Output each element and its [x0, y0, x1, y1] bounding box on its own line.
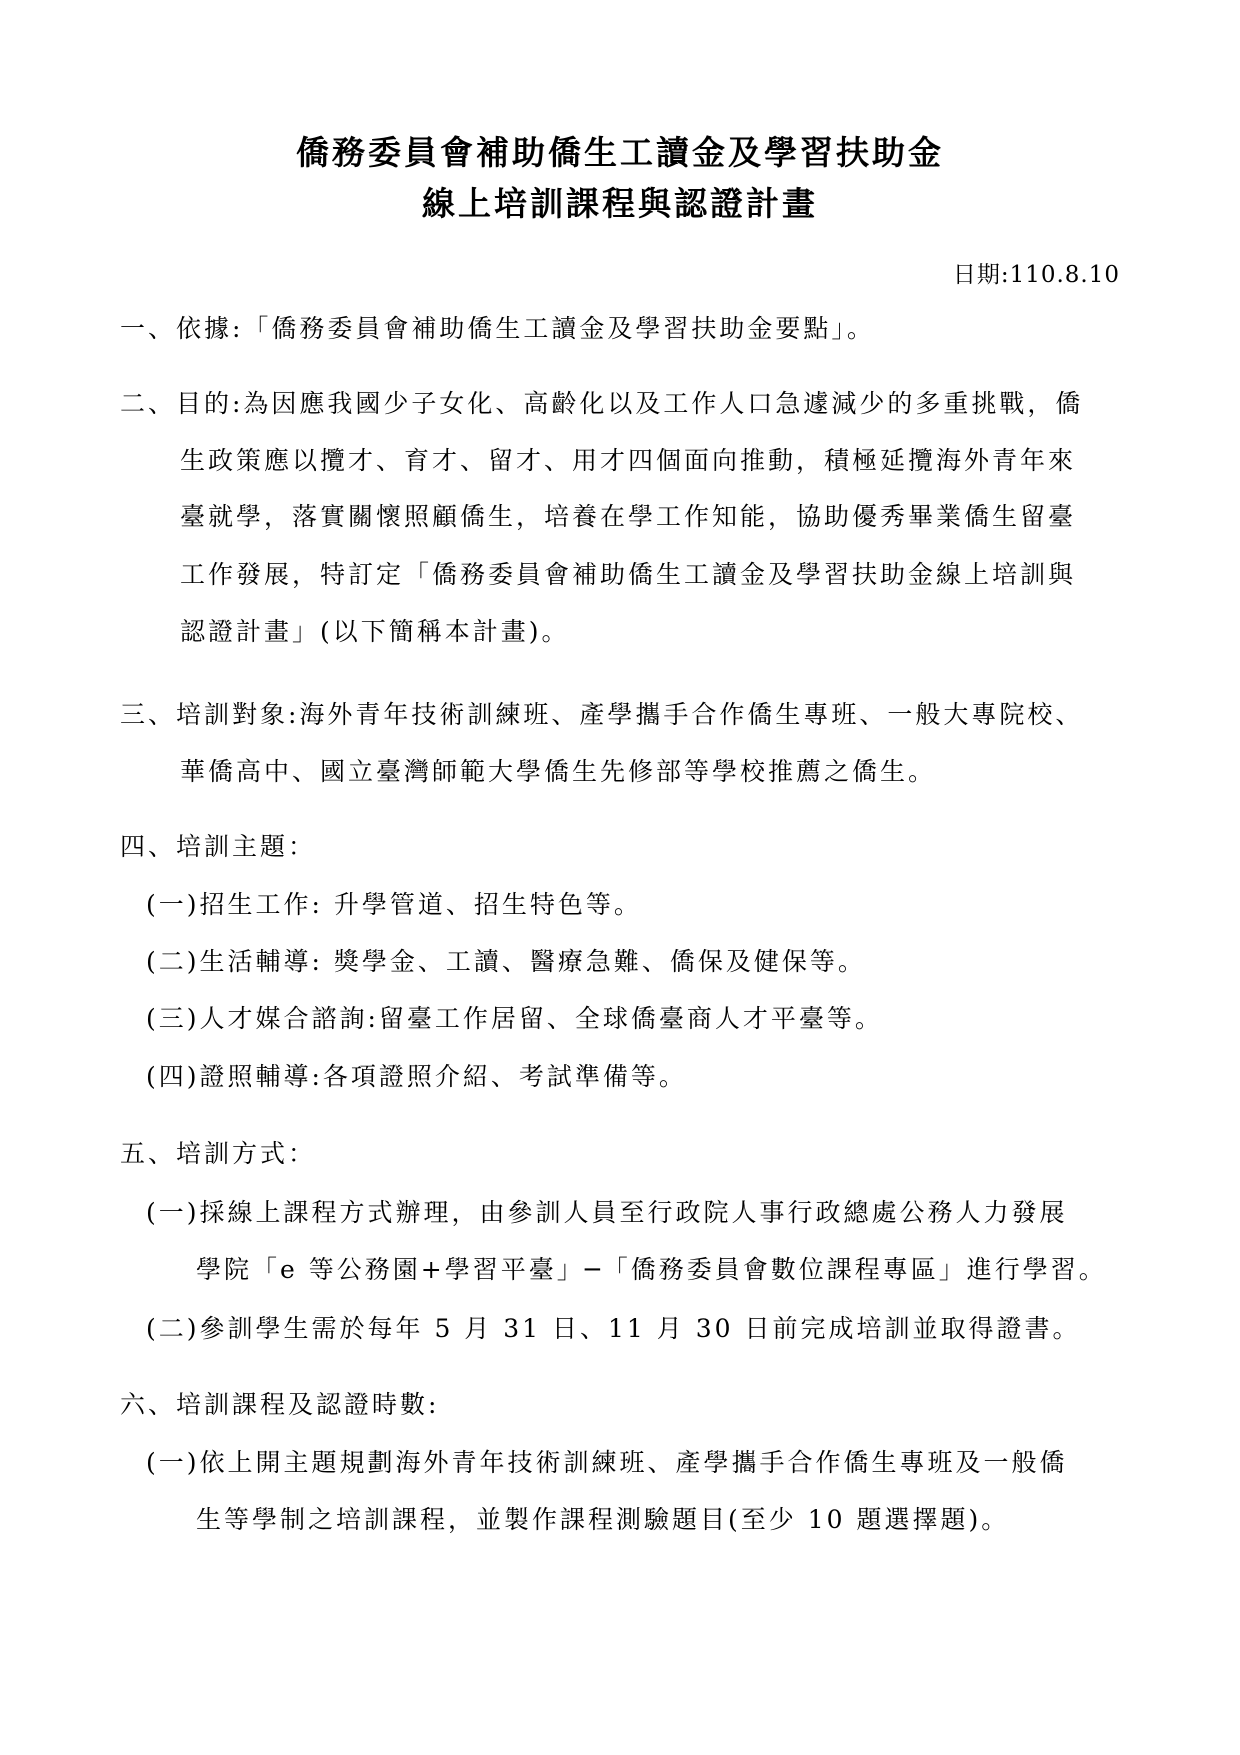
- document-title-line-1: 僑務委員會補助僑生工讀金及學習扶助金: [296, 133, 944, 172]
- section-2-purpose-line: 工作發展，特訂定「僑務委員會補助僑生工讀金及學習扶助金線上培訓與: [180, 560, 1077, 589]
- section-5-heading: 五、培訓方式：: [120, 1139, 317, 1168]
- section-6-item: (一)依上開主題規劃海外青年技術訓練班、產學攜手合作僑生專班及一般僑: [146, 1448, 1068, 1477]
- section-5-item-continued: 學院「e 等公務園+學習平臺」─「僑務委員會數位課程專區」進行學習。: [196, 1255, 1107, 1284]
- document-date: 日期:110.8.10: [952, 262, 1120, 288]
- section-3-trainees-line: 華僑高中、國立臺灣師範大學僑生先修部等學校推薦之僑生。: [180, 757, 937, 786]
- document-title-line-2: 線上培訓課程與認證計畫: [422, 184, 818, 223]
- section-6-heading: 六、培訓課程及認證時數:: [120, 1390, 440, 1419]
- section-4-heading: 四、培訓主題：: [120, 832, 317, 861]
- section-2-purpose-line: 生政策應以攬才、育才、留才、用才四個面向推動，積極延攬海外青年來: [180, 446, 1077, 475]
- section-5-item: (一)採線上課程方式辦理，由參訓人員至行政院人事行政總處公務人力發展: [146, 1198, 1068, 1227]
- section-4-item: (四)證照輔導:各項證照介紹、考試準備等。: [146, 1062, 687, 1091]
- section-4-item: (二)生活輔導: 獎學金、工讀、醫療急難、僑保及健保等。: [146, 947, 866, 976]
- section-5-item: (二)參訓學生需於每年 5 月 31 日、11 月 30 日前完成培訓並取得證書。: [146, 1314, 1081, 1343]
- section-4-item: (一)招生工作: 升學管道、招生特色等。: [146, 890, 642, 919]
- section-3-trainees-line: 三、培訓對象:海外青年技術訓練班、產學攜手合作僑生專班、一般大專院校、: [120, 700, 1084, 729]
- section-6-item-continued: 生等學制之培訓課程，並製作課程測驗題目(至少 10 題選擇題)。: [196, 1505, 1010, 1534]
- section-2-purpose-line: 二、目的:為因應我國少子女化、高齡化以及工作人口急遽減少的多重挑戰，僑: [120, 389, 1084, 418]
- section-4-item: (三)人才媒合諮詢:留臺工作居留、全球僑臺商人才平臺等。: [146, 1004, 883, 1033]
- section-2-purpose-line: 臺就學，落實關懷照顧僑生，培養在學工作知能，協助優秀畢業僑生留臺: [180, 502, 1077, 531]
- section-2-purpose-line: 認證計畫」(以下簡稱本計畫)。: [180, 617, 570, 646]
- section-1-basis: 一、依據:「僑務委員會補助僑生工讀金及學習扶助金要點」。: [120, 314, 875, 343]
